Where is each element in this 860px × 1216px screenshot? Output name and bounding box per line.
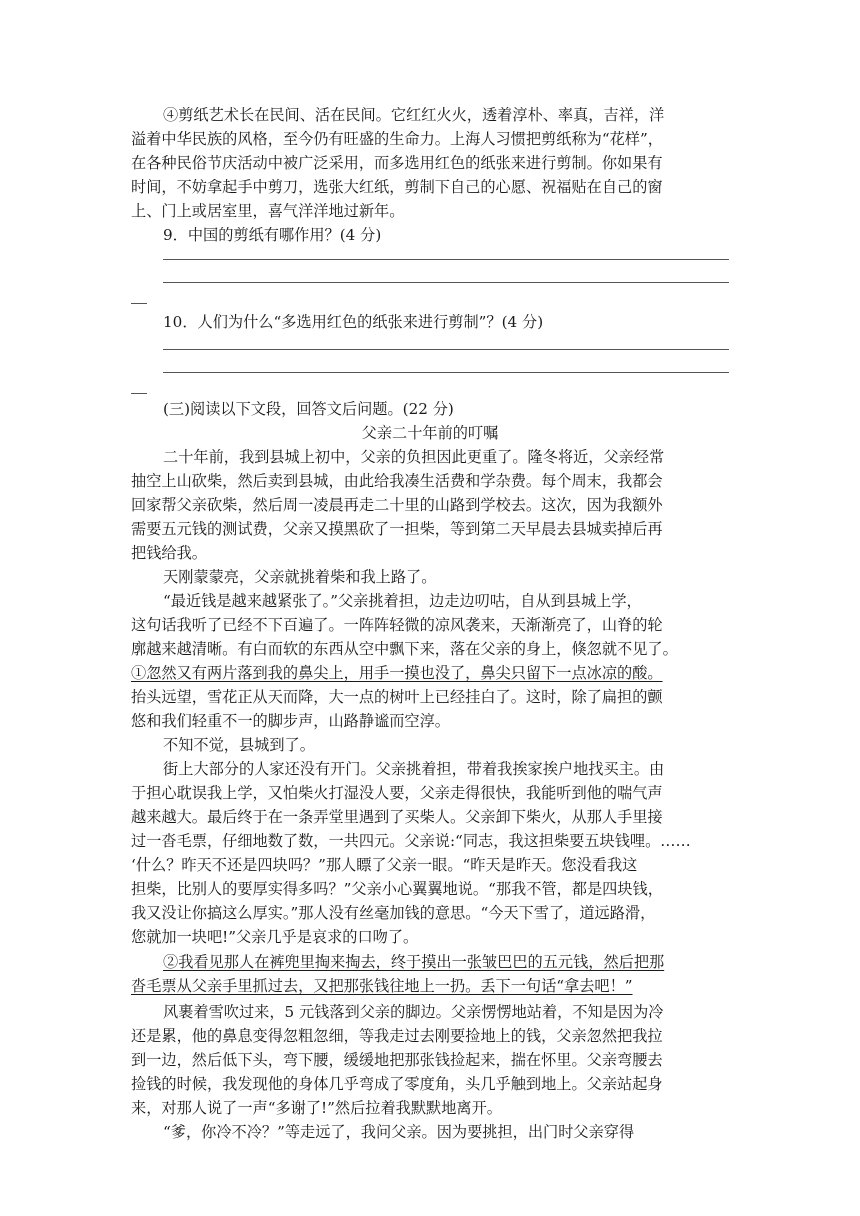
article-line: 这句话我听了已经不下百遍了。一阵阵轻微的凉风袭来，天渐渐亮了，山脊的轮: [131, 616, 663, 634]
article-line: 到一边，然后低下头，弯下腰，缓缓地把那张钱捡起来，揣在怀里。父亲弯腰去: [131, 1051, 663, 1069]
article-line: 于担心耽误我上学，又怕柴火打湿没人要，父亲走得很快，我能听到他的喘气声: [131, 784, 663, 802]
article-line: 来，对那人说了一声“多谢了!”然后拉着我默默地离开。: [131, 1099, 502, 1117]
question-10: 10．人们为什么“多选用红色的纸张来进行剪制”？(4 分): [163, 313, 544, 331]
underlined-sentence-2: ②我看见那人在裤兜里掏来掏去，终于摸出一张皱巴巴的五元钱，然后把那: [163, 953, 665, 971]
article-line: 还是累，他的鼻息变得忽粗忽细，等我走过去刚要捡地上的钱，父亲忽然把我拉: [131, 1027, 663, 1045]
article-line: 把钱给我。: [131, 544, 207, 562]
answer-line-stub: [131, 303, 147, 304]
answer-line[interactable]: [163, 259, 729, 260]
article-line: 天刚蒙蒙亮，父亲就挑着柴和我上路了。: [163, 568, 437, 586]
article-line: 二十年前，我到县城上初中，父亲的负担因此更重了。隆冬将近，父亲经常: [163, 448, 665, 466]
underlined-sentence-1: ①忽然又有两片落到我的鼻尖上，用手一摸也没了，鼻尖只留下一点冰凉的酸。: [131, 664, 663, 682]
article-title: 父亲二十年前的叮嘱: [361, 424, 499, 442]
article-line: “爹，你冷不冷？”等走远了，我问父亲。因为要挑担，出门时父亲穿得: [163, 1123, 635, 1141]
article-line: “最近钱是越来越紧张了。”父亲挑着担，边走边叨咕，自从到县城上学，: [163, 592, 642, 610]
article-line: 廓越来越清晰。有白而软的东西从空中飘下来，落在父亲的身上，倏忽就不见了。: [131, 640, 678, 658]
underlined-sentence-2-cont: 沓毛票从父亲手里抓过去，又把那张钱往地上一扔。丢下一句话“拿去吧！”: [131, 977, 633, 995]
article-line: 抽空上山砍柴，然后卖到县城，由此给我凑生活费和学杂费。每个周末，我都会: [131, 472, 663, 490]
article-line: 担柴，比别人的要厚实得多吗？”父亲小心翼翼地说。“那我不管，都是四块钱，: [131, 880, 663, 898]
article-line: 风裹着雪吹过来，5 元钱落到父亲的脚边。父亲愣愣地站着，不知是因为冷: [163, 1003, 664, 1021]
article-line: 过一沓毛票，仔细地数了数，一共四元。父亲说:“同志，我这担柴要五块钱哩。……: [131, 832, 691, 850]
article-line: 回家帮父亲砍柴，然后周一凌晨再走二十里的山路到学校去。这次，因为我额外: [131, 496, 663, 514]
answer-line[interactable]: [163, 349, 729, 350]
section-instruction: (三)阅读以下文段，回答文后问题。(22 分): [163, 400, 454, 418]
question-9: 9．中国的剪纸有哪作用？(4 分): [163, 226, 382, 244]
article-line: 街上大部分的人家还没有开门。父亲挑着担，带着我挨家挨户地找买主。由: [163, 760, 665, 778]
passage-line: 溢着中华民族的风格，至今仍有旺盛的生命力。上海人习惯把剪纸称为“花样”，: [131, 130, 663, 148]
answer-line[interactable]: [163, 372, 729, 373]
article-line: 捡钱的时候，我发现他的身体几乎弯成了零度角，头几乎触到地上。父亲站起身: [131, 1075, 663, 1093]
article-line: 您就加一块吧!”父亲几乎是哀求的口吻了。: [131, 928, 419, 946]
article-line: 越来越大。最后终于在一条弄堂里遇到了买柴人。父亲卸下柴火，从那人手里接: [131, 808, 663, 826]
article-line: 悠和我们轻重不一的脚步声，山路静谧而空淳。: [131, 712, 450, 730]
passage-line: 时间，不妨拿起手中剪刀，选张大红纸，剪制下自己的心愿、祝福贴在自己的窗: [131, 178, 663, 196]
article-line: 需要五元钱的测试费，父亲又摸黑砍了一担柴，等到第二天早晨去县城卖掉后再: [131, 520, 663, 538]
passage-line: 在各种民俗节庆活动中被广泛采用，而多选用红色的纸张来进行剪制。你如果有: [131, 154, 663, 172]
article-line: 我又没让你搞这么厚实。”那人没有丝毫加钱的意思。“今天下雪了，道远路滑，: [131, 904, 656, 922]
article-line: 抬头远望，雪花正从天而降，大一点的树叶上已经挂白了。这时，除了扁担的颤: [131, 688, 663, 706]
passage-line: ④剪纸艺术长在民间、活在民间。它红红火火，透着淳朴、率真，吉祥，洋: [163, 106, 665, 124]
article-line: 不知不觉，县城到了。: [163, 736, 315, 754]
passage-line: 上、门上或居室里，喜气洋洋地过新年。: [131, 202, 405, 220]
answer-line-stub: [131, 393, 147, 394]
answer-line[interactable]: [163, 282, 729, 283]
article-line: ‘什么？昨天不还是四块吗？”那人瞟了父亲一眼。“昨天是昨天。您没看我这: [131, 856, 638, 874]
